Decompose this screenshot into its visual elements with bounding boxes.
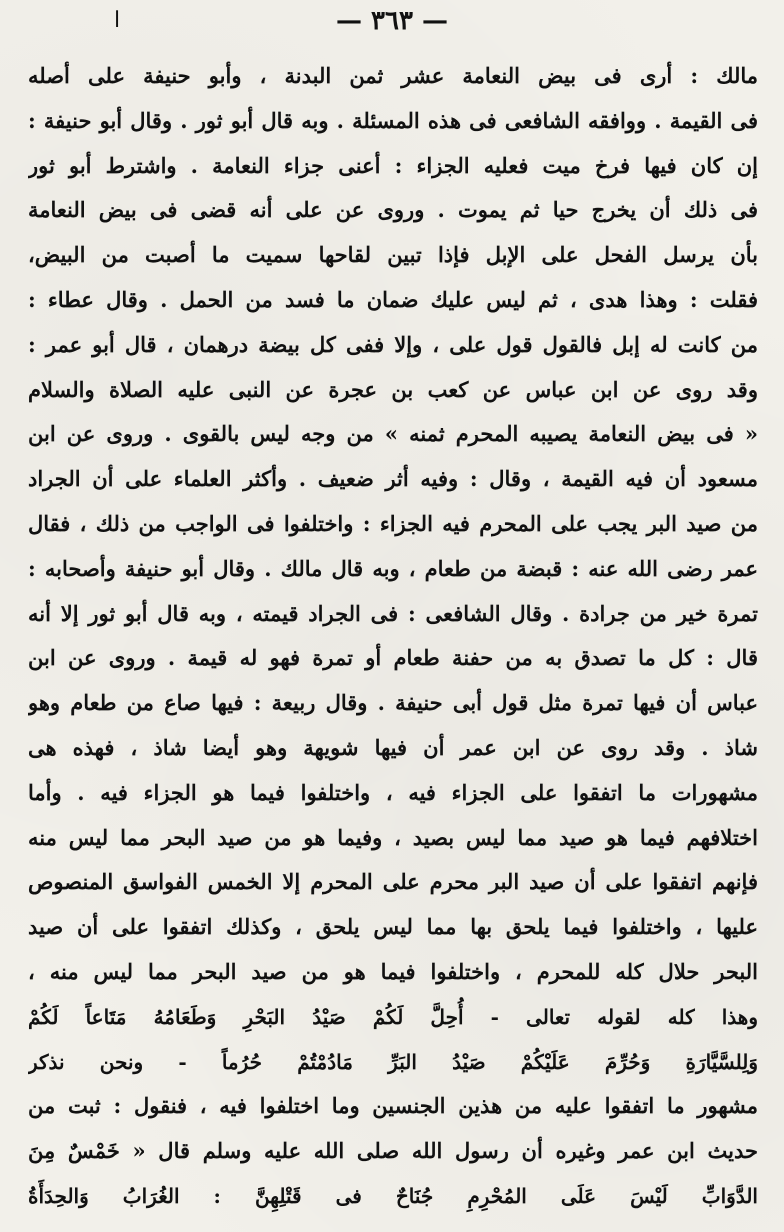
text-line: عليها ، واختلفوا فيما يلحق بها مما ليس يلحق ، وكذلك اتفقوا على أن صيد <box>28 914 758 940</box>
text-line: عباس أن فيها تمرة مثل قول أبى حنيفة . وقال ربيعة : فيها صاع من طعام وهو <box>28 690 758 716</box>
margin-mark: ا <box>114 8 121 33</box>
text-line: مسعود أن فيه القيمة ، وقال : وفيه أثر ضعيف . وأكثر العلماء على أن الجراد <box>28 466 758 492</box>
hadith-line: الدَّوَابِّ لَيْسَ عَلَى المُحْرِمِ جُنَاحٌ فى قَتْلِهِنَّ : الغُرَابُ وَالحِدَأَةُ <box>28 1183 758 1208</box>
text-line: مشهورات ما اتفقوا على الجزاء فيه ، واختلفوا فيما هو الجزاء فيه . وأما <box>28 779 758 805</box>
body-text <box>28 54 758 1219</box>
text-line: فى ذلك أن يخرج حيا ثم يموت . وروى عن على أنه قضى فى بيض النعامة <box>28 197 758 223</box>
text-line: مشهور ما اتفقوا عليه من هذين الجنسين وما اختلفوا فيه ، فنقول : ثبت من <box>28 1093 758 1119</box>
text-line: « فى بيض النعامة يصيبه المحرم ثمنه » من وجه ليس بالقوى . وروى عن ابن <box>28 421 758 447</box>
text-line: من كانت له إبل فالقول قول على ، وإلا ففى كل بيضة درهمان ، قال أبو عمر : <box>28 331 758 357</box>
text-line: عمر رضى الله عنه : قبضة من طعام ، وبه قال مالك . وقال أبو حنيفة وأصحابه : <box>28 555 758 581</box>
text-line: وقد روى عن ابن عباس عن كعب بن عجرة عن النبى عليه الصلاة والسلام <box>28 376 758 402</box>
text-line: فى القيمة . ووافقه الشافعى فى هذه المسئلة . وبه قال أبو ثور . وقال أبو حنيفة : <box>28 107 758 133</box>
text-line: بأن يرسل الفحل على الإبل فإذا تبين لقاحها سميت ما أصبت من البيض، <box>28 242 758 268</box>
text-line: إن كان فيها فرخ ميت فعليه الجزاء : أعنى جزاء النعامة . واشترط أبو ثور <box>28 152 758 178</box>
text-line: مالك : أرى فى بيض النعامة عشر ثمن البدنة ، وأبو حنيفة على أصله <box>28 63 758 88</box>
text-line: تمرة خير من جرادة . وقال الشافعى : فى الجراد قيمته ، وبه قال أبو ثور إلا أنه <box>28 600 758 626</box>
text-line: البحر حلال كله للمحرم ، واختلفوا فيما هو من صيد البحر مما ليس منه ، <box>28 958 758 984</box>
page-number: — ٣٦٣ — <box>335 6 449 36</box>
text-line: شاذ . وقد روى عن ابن عمر أن فيها شويهة وهو أيضا شاذ ، فهذه هى <box>28 734 758 760</box>
text-line: قال : كل ما تصدق به من حفنة طعام أو تمرة فهو له قيمة . وروى عن ابن <box>28 645 758 671</box>
text-line: فإنهم اتفقوا على أن صيد البر محرم على المحرم إلا الخمس الفواسق المنصوص <box>28 869 758 895</box>
text-line: اختلافهم فيما هو صيد مما ليس بصيد ، وفيما هو من صيد البحر مما ليس منه <box>28 824 758 850</box>
text-line: فقلت : وهذا هدى ، ثم ليس عليك ضمان ما فسد من الحمل . وقال عطاء : <box>28 286 758 312</box>
quran-verse-line: وَلِلسَّيَّارَةِ وَحُرِّمَ عَلَيْكُمْ صَيْدُ البَرِّ مَادُمْتُمْ حُرُماً - ونحن نذكر <box>28 1049 758 1074</box>
text-line: من صيد البر يجب على المحرم فيه الجزاء : واختلفوا فى الواجب من ذلك ، فقال <box>28 510 758 536</box>
text-line: حديث ابن عمر وغيره أن رسول الله صلى الله عليه وسلم قال « خَمْسٌ مِنَ <box>28 1138 758 1164</box>
quran-verse-line: وهذا كله لقوله تعالى - أُحِلَّ لَكُمْ صَيْدُ البَحْرِ وَطَعَامُهُ مَتَاعاً لَكُمْ <box>28 1004 758 1029</box>
